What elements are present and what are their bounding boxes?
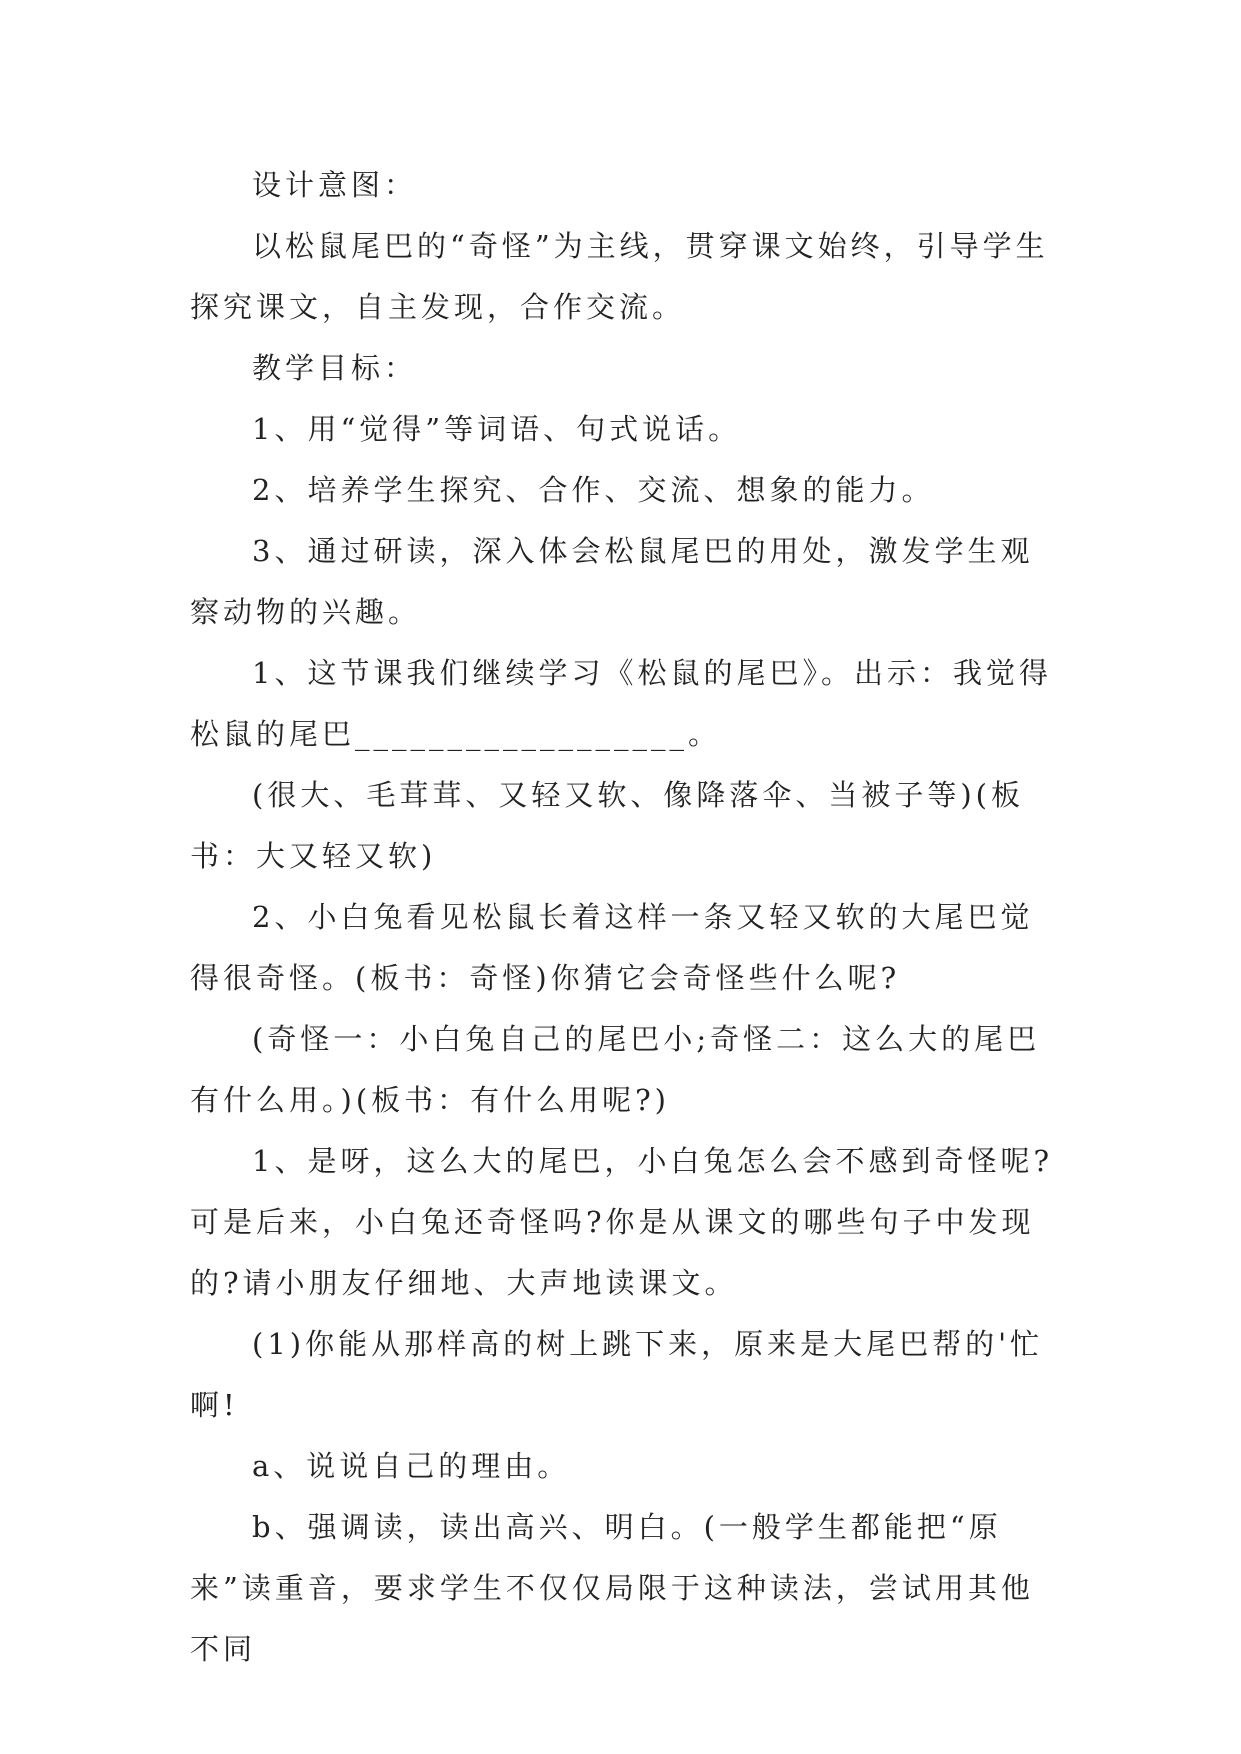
paragraph-reading-step-1: 1、是呀，这么大的尾巴，小白兔怎么会不感到奇怪呢?可是后来，小白兔还奇怪吗?你是从课文的哪些句子中发现的?请小朋友仔细地、大声地读课文。	[190, 1144, 1053, 1300]
document-body	[190, 155, 1055, 1680]
paragraph-goal-3: 3、通过研读，深入体会松鼠尾巴的用处，激发学生观察动物的兴趣。	[190, 534, 1034, 629]
paragraph-step-1-note: (很大、毛茸茸、又轻又软、像降落伞、当被子等)(板书：大又轻又软)	[190, 778, 1024, 873]
paragraph-design-intent-heading: 设计意图：	[252, 168, 418, 202]
paragraph-design-intent: 以松鼠尾巴的“奇怪”为主线，贯穿课文始终，引导学生探究课文，自主发现，合作交流。	[190, 229, 1049, 324]
paragraph-goal-1: 1、用“觉得”等词语、句式说话。	[252, 412, 742, 446]
paragraph-teaching-goals-heading: 教学目标：	[252, 351, 418, 385]
paragraph-item-b: b、强调读，读出高兴、明白。(一般学生都能把“原来”读重音，要求学生不仅仅局限于这种读法，尝试用其他不同	[190, 1510, 1034, 1666]
paragraph-step-2-note: (奇怪一：小白兔自己的尾巴小;奇怪二：这么大的尾巴有什么用。)(板书：有什么用呢?)	[190, 1022, 1041, 1117]
paragraph-sentence-1: (1)你能从那样高的树上跳下来，原来是大尾巴帮的'忙啊!	[190, 1327, 1044, 1422]
paragraph-goal-2: 2、培养学生探究、合作、交流、想象的能力。	[252, 473, 935, 507]
paragraph-step-2: 2、小白兔看见松鼠长着这样一条又轻又软的大尾巴觉得很奇怪。(板书：奇怪)你猜它会奇怪些什么呢?	[190, 900, 1034, 995]
paragraph-step-1: 1、这节课我们继续学习《松鼠的尾巴》。出示：我觉得松鼠的尾巴__________________。	[190, 656, 1052, 751]
paragraph-item-a: a、说说自己的理由。	[252, 1449, 571, 1483]
